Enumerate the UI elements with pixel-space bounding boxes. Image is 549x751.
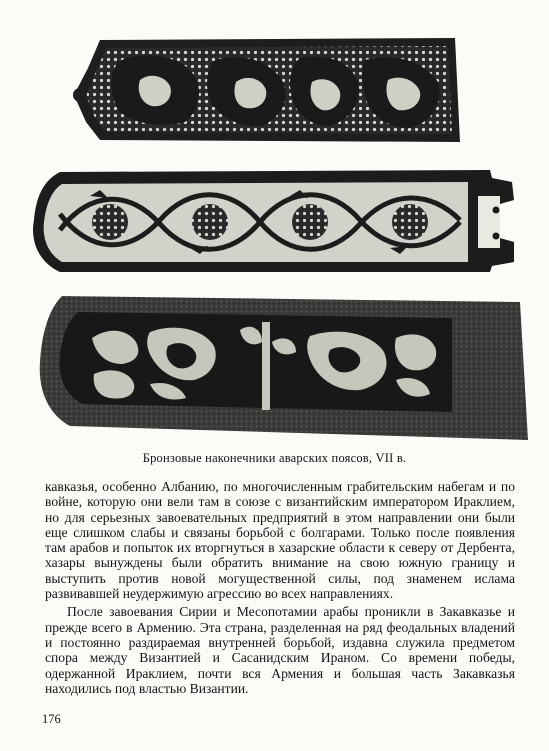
belt-tip-top <box>73 38 460 142</box>
paragraph: После завоевания Сирии и Месопотамии арабы проникли в Закавказье и прежде всего в Армению. Эта страна, разделенная на ряд феодальных владений и постоянно раздираемая внутренней борьбой, издавна служила предметом спора между Византией и Сасанидским Ираном. Со времени победы, одержанной Ираклием, почти вся Армения и большая часть Закавказья находились под властью Византии. <box>45 604 515 696</box>
figure-caption: Бронзовые наконечники аварских поясов, VII в. <box>142 451 407 465</box>
body-text <box>45 479 515 696</box>
belt-tip-middle <box>33 170 514 272</box>
paragraph: кавказья, особенно Албанию, по многочисленным грабительским набегам и по войне, которую они вели там в союзе с византийским императором Ираклием, но для серьезных завоевательных предприятий в этом направлении они были еще слишком слабы и связаны борьбой с болгарами. Только после появления там арабов и попыток их вторгнуться в хазарские области к северу от Дербента, хазары вынуждены были обратить внимание на свою южную границу и выступить против новой могущественной силы, под знаменем ислама развивавшей неудержимую агрессию во всех направлениях. <box>45 479 515 602</box>
page-number: 176 <box>42 712 61 726</box>
belt-tip-bottom <box>40 296 528 440</box>
